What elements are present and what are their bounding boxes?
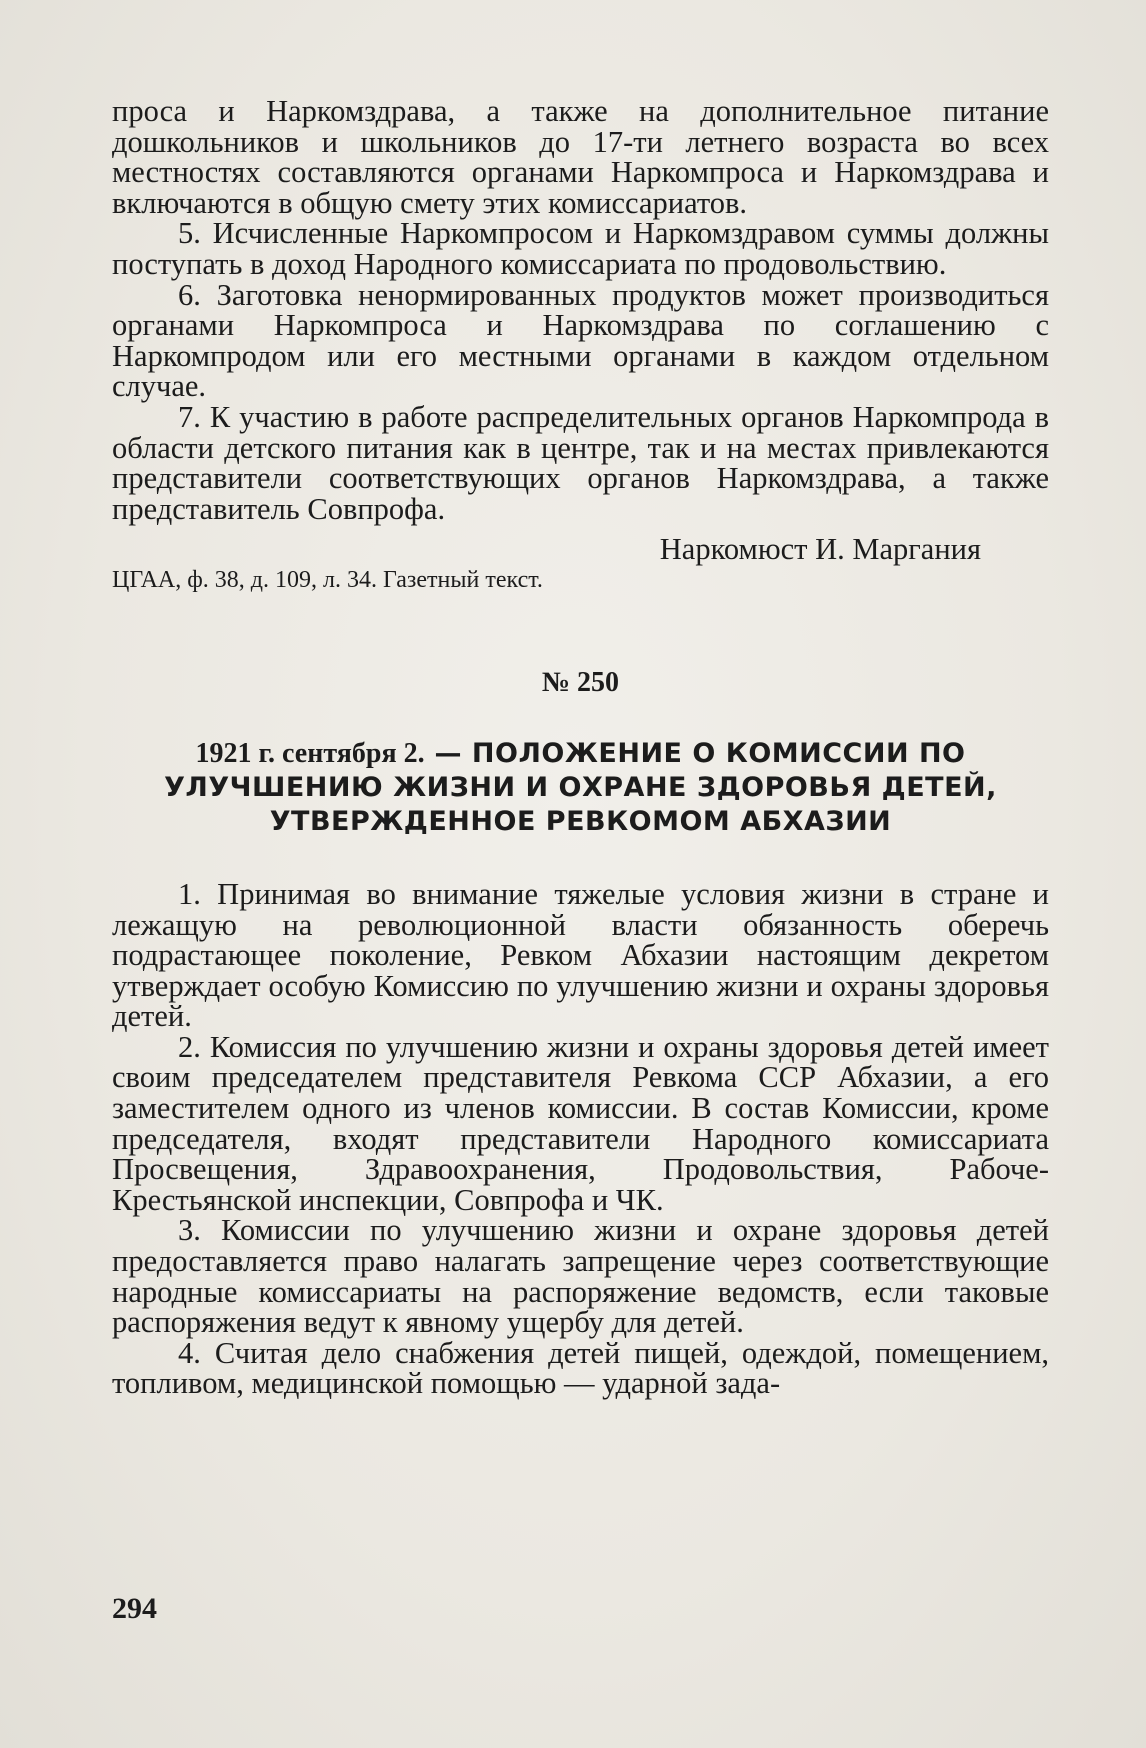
document-date: 1921 г. сентября 2. [195,737,425,769]
clause-1: 1. Принимая во внимание тяжелые условия жизни в стране и лежащую на революционной власти обязанность оберечь подрастающее поколение, Ревком Абхазии настоящим декретом утверждает особую Комиссию по улучшению жизни и охраны здоровья детей. [112,876,1049,1034]
paragraph-5: 5. Исчисленные Наркомпросом и Наркомздравом суммы должны поступать в доход Народного комиссариата по продовольствию. [112,216,1049,281]
clause-2: 2. Комиссия по улучшению жизни и охраны здоровья детей имеет своим председателем представителя Ревкома ССР Абхазии, а его заместителем одного из членов комиссии. В состав Комиссии, кроме председателя, входят представители Народного комиссариата Просвещения, Здравоохранения, Продовольствия, Рабоче-Крестьянской инспекции, Совпрофа и ЧК. [112,1029,1049,1217]
title-line-1: — ПОЛОЖЕНИЕ О КОМИССИИ ПО [434,737,966,769]
clause-3: 3. Комиссии по улучшению жизни и охране здоровья детей предоставляется право налагать запрещение через соответствующие народные комиссариаты на распоряжение ведомств, если таковые распоряжения ведут к явному ущербу для детей. [112,1213,1049,1340]
archive-source: ЦГАА, ф. 38, д. 109, л. 34. Газетный текст. [112,566,543,593]
document-heading [112,737,1049,839]
paragraph-continued: проса и Наркомздрава, а также на дополнительное питание дошкольников и школьников до 17-ти летнего возраста во всех местностях составляются органами Наркомпроса и Наркомздрава и включаются в общую смету этих комиссариатов. [112,94,1049,220]
paragraph-6: 6. Заготовка ненормированных продуктов может производиться органами Наркомпроса и Наркомздрава по соглашению с Наркомпродом или его местными органами в каждом отдельном случае. [112,277,1049,404]
title-line-2: УЛУЧШЕНИЮ ЖИЗНИ И ОХРАНЕ ЗДОРОВЬЯ ДЕТЕЙ, [164,771,997,803]
page-number: 294 [112,1592,157,1625]
document-number: № 250 [541,666,620,698]
page-text [112,96,1049,1399]
signature: Наркомюст И. Маргания [659,532,981,567]
title-line-3: УТВЕРЖДЕННОЕ РЕВКОМОМ АБХАЗИИ [269,805,892,837]
clause-4: 4. Считая дело снабжения детей пищей, одеждой, помещением, топливом, медицинской помощью — ударной зада- [112,1335,1049,1401]
paragraph-7: 7. К участию в работе распределительных органов Наркомпрода в области детского питания как в центре, так и на местах привлекаются представители соответствующих органов Наркомздрава, а также представитель Совпрофа. [112,399,1049,526]
